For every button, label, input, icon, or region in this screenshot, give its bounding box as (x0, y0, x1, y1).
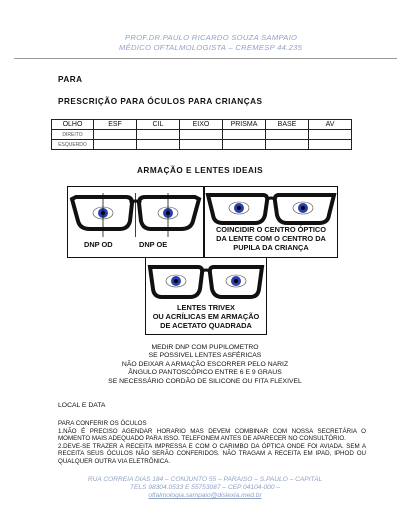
cell-oe-cil[interactable] (137, 140, 180, 150)
center-caption-2: DA LENTE COM O CENTRO DA (216, 234, 326, 243)
conferir-item-1: 1.NÃO É PRECISO AGENDAR HORARIO MAS DEVEM COMBINAR COM NOSSA SECRETÁRIA O MOMENTO MAIS ADEQUADO PARA ISSO. TELEFONEM ANTES DE APARECER NO CONSULTÓRIO. (58, 427, 366, 443)
conferir-section (58, 420, 366, 466)
guideline-line: ÂNGULO PANTOSCÓPICO ENTRE 6 E 9 GRAUS (128, 369, 282, 377)
lens-caption-3: DE ACETATO QUADRADA (160, 321, 252, 330)
col-prisma: PRISMA (223, 120, 266, 130)
footer-email[interactable]: oftalmologia.sampaio@dislexia.med.br (148, 492, 262, 500)
glasses-lens-icon (146, 261, 266, 303)
footer-address: RUA CORREIA DIAS 184 – CONJUNTO 55 – PARAISO – S.PAULO – CAPITAL (87, 476, 323, 483)
guidelines-block (40, 344, 370, 386)
col-base: BASE (266, 120, 309, 130)
cell-oe-eixo[interactable] (180, 140, 223, 150)
dnp-diagram (67, 186, 204, 258)
cell-od-cil[interactable] (137, 130, 180, 140)
col-esf: ESF (94, 120, 137, 130)
cell-od-prisma[interactable] (223, 130, 266, 140)
row-label-esquerdo: ESQUERDO (52, 140, 94, 150)
conferir-item-2: 2.DEVE-SE TRAZER A RECEITA IMPRESSA E COM O CARIMBO DA ÓPTICA ONDE FOI AVIADA. SEM A RECEITA SEUS ÓCULOS NÃO SERÃO CONFERIDOS. NÃO TRAGAM A RECEITA EM IPAD, IPHOD OU QUALQUER OUTRA VIA ELETRÔNICA. (58, 442, 366, 465)
cell-oe-base[interactable] (266, 140, 309, 150)
para-label: PARA (58, 75, 83, 84)
dnp-od-label: DNP OD (84, 240, 113, 249)
center-diagram (204, 186, 338, 258)
cell-oe-prisma[interactable] (223, 140, 266, 150)
cell-od-esf[interactable] (94, 130, 137, 140)
lens-diagram (145, 257, 267, 335)
doctor-name: PROF.DR.PAULO RICARDO SOUZA SAMPAIO (125, 33, 298, 42)
guideline-line: SE NECESSÁRIO CORDÃO DE SILICONE OU FITA FLEXIVEL (108, 377, 302, 385)
col-av: AV (309, 120, 352, 130)
lens-caption-1: LENTES TRIVEX (177, 303, 235, 312)
col-olho: OLHO (52, 120, 94, 130)
frames-title: ARMAÇÃO E LENTES IDEAIS (137, 166, 264, 175)
row-label-direito: DIREITO (52, 130, 94, 140)
col-eixo: EIXO (180, 120, 223, 130)
center-caption-3: PUPILA DA CRIANÇA (233, 243, 309, 252)
table-header-row (52, 120, 352, 130)
cell-oe-av[interactable] (309, 140, 352, 150)
header-divider (14, 58, 397, 59)
table-row (52, 130, 352, 140)
conferir-title: PARA CONFERIR OS ÓCULOS (58, 420, 147, 427)
cell-od-base[interactable] (266, 130, 309, 140)
cell-oe-esf[interactable] (94, 140, 137, 150)
guideline-line: SE POSSIVEL LENTES ASFÉRICAS (148, 352, 262, 360)
col-cil: CIL (137, 120, 180, 130)
lens-caption-2: OU ACRÍLICAS EM ARMAÇÃO (152, 312, 260, 321)
cell-od-av[interactable] (309, 130, 352, 140)
footer-phones: TELS 98304.0533 E 55753087 – CEP 04104-000 – (129, 484, 281, 492)
glasses-dnp-icon (68, 189, 203, 239)
guideline-line: MEDIR DNP COM PUPILOMETRO (151, 344, 259, 351)
prescription-table (51, 119, 352, 150)
guideline-line: NÃO DEIXAR A ARMAÇÃO ESCORRER PELO NARIZ (121, 360, 289, 368)
local-data-label: LOCAL E DATA (58, 402, 106, 409)
glasses-center-icon (205, 189, 337, 229)
footer (40, 476, 370, 501)
cell-od-eixo[interactable] (180, 130, 223, 140)
prescription-title: PRESCRIÇÃO PARA ÓCULOS PARA CRIANÇAS (58, 97, 263, 106)
dnp-oe-label: DNP OE (139, 240, 168, 249)
table-row (52, 140, 352, 150)
center-caption-1: COINCIDIR O CENTRO ÓPTICO (215, 225, 327, 234)
doctor-title: MÉDICO OFTALMOLOGISTA – CREMESP 44.235 (119, 43, 303, 52)
